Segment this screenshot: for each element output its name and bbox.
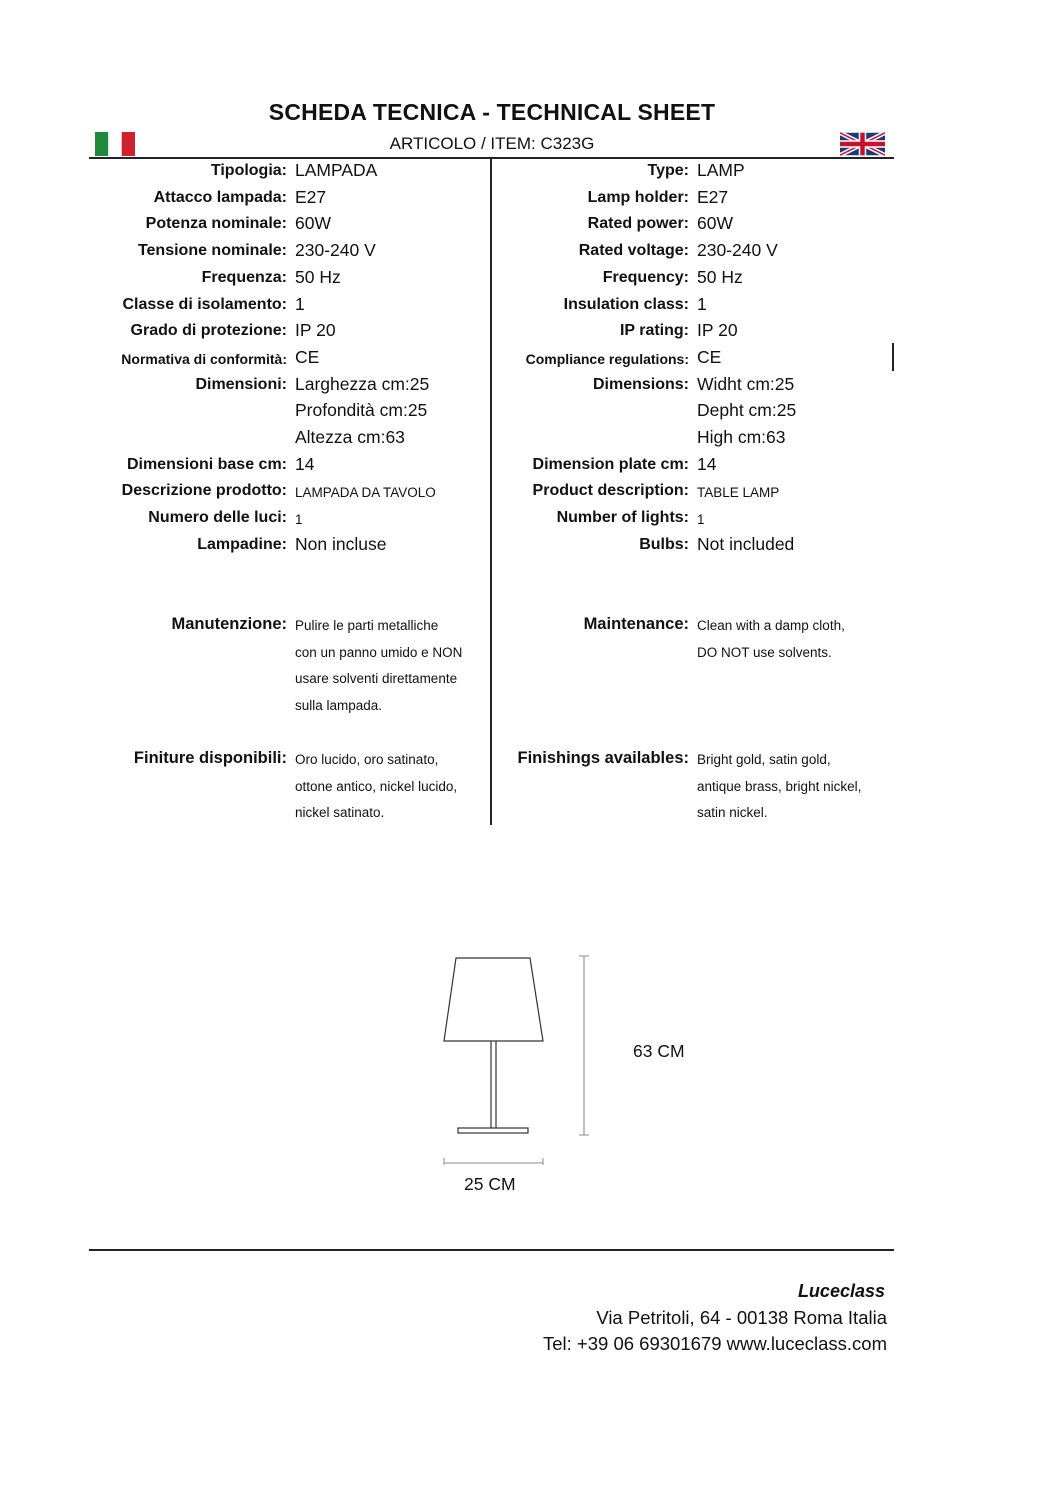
spec-value: 1	[697, 512, 705, 528]
column-divider	[490, 158, 492, 825]
text-line: Clean with a damp cloth,	[697, 618, 845, 633]
spec-value: Non incluse	[295, 533, 387, 554]
text-line: antique brass, bright nickel,	[697, 778, 862, 794]
spec-value: 50 Hz	[295, 266, 341, 287]
spec-value: High cm:63	[697, 427, 786, 447]
spec-value: 50 Hz	[697, 266, 743, 287]
spec-value: CE	[697, 346, 722, 367]
uk-flag-icon	[840, 131, 885, 157]
spec-value: 230-240 V	[295, 240, 376, 261]
spec-label: Frequency:	[602, 268, 689, 286]
spec-value: 1	[295, 512, 303, 528]
spec-label: IP rating:	[619, 322, 689, 340]
spec-value: 1	[295, 293, 305, 314]
spec-value: Depht cm:25	[697, 400, 797, 421]
finishes-text-en	[697, 747, 861, 827]
spec-label: Tipologia:	[210, 162, 287, 179]
spec-label: Grado di protezione:	[130, 322, 287, 340]
spec-label: Lampadine:	[197, 535, 287, 553]
spec-value: LAMPADA	[295, 160, 378, 180]
spec-value: CE	[295, 346, 320, 367]
spec-value: Larghezza cm:25	[295, 373, 430, 394]
text-line: Oro lucido, oro satinato,	[295, 752, 439, 767]
spec-label: Rated voltage:	[578, 242, 689, 260]
spec-label: Descrizione prodotto:	[121, 482, 287, 500]
spec-value: E27	[697, 186, 729, 207]
lamp-drawing	[430, 950, 610, 1165]
footer-rule	[89, 1249, 894, 1251]
spec-label: Dimensions:	[592, 375, 689, 393]
spec-label: Product description:	[532, 482, 689, 500]
spec-label: Classe di isolamento:	[122, 295, 287, 313]
spec-value: Not included	[697, 533, 795, 554]
spec-value: Altezza cm:63	[295, 427, 405, 447]
spec-label: Potenza nominale:	[145, 215, 287, 233]
maintenance-text-en	[697, 613, 845, 666]
spec-label: Dimensioni:	[195, 375, 287, 393]
text-line: Pulire le parti metalliche	[295, 618, 439, 633]
spec-label: Lamp holder:	[587, 188, 689, 206]
spec-label: Insulation class:	[563, 295, 689, 313]
spec-value: LAMPADA DA TAVOLO	[295, 485, 436, 501]
spec-value: 60W	[697, 213, 733, 234]
spec-value: E27	[295, 186, 327, 207]
height-dimension-label: 63 CM	[633, 1041, 685, 1061]
spec-label: Type:	[647, 162, 689, 179]
spec-value: IP 20	[697, 320, 738, 341]
spec-label: Number of lights:	[556, 509, 689, 527]
company-address: Via Petritoli, 64 - 00138 Roma Italia	[596, 1307, 887, 1328]
spec-value: TABLE LAMP	[697, 485, 780, 501]
spec-value: 14	[295, 453, 315, 474]
spec-label: Frequenza:	[201, 268, 287, 286]
spec-value: 60W	[295, 213, 331, 234]
spec-label: Rated power:	[587, 215, 689, 233]
spec-label: Tensione nominale:	[137, 242, 287, 260]
spec-value: 230-240 V	[697, 240, 778, 261]
maintenance-label-it: Manutenzione:	[171, 615, 287, 633]
spec-value: Widht cm:25	[697, 373, 795, 394]
maintenance-text-it	[295, 613, 462, 720]
spec-value: Profondità cm:25	[295, 400, 428, 421]
width-dimension-label: 25 CM	[464, 1174, 516, 1194]
company-name: Luceclass	[797, 1281, 885, 1301]
spec-label: Numero delle luci:	[148, 509, 287, 527]
company-contact: Tel: +39 06 69301679 www.luceclass.com	[543, 1333, 887, 1354]
italy-flag-icon	[95, 132, 135, 156]
spec-value: LAMP	[697, 160, 745, 180]
text-line: usare solventi direttamente	[295, 671, 458, 687]
item-code: ARTICOLO / ITEM: C323G	[389, 134, 595, 153]
spec-label: Dimensioni base cm:	[126, 455, 287, 473]
text-line: nickel satinato.	[295, 805, 385, 821]
right-edge-mark	[892, 343, 894, 371]
text-line: satin nickel.	[697, 805, 768, 821]
spec-label: Dimension plate cm:	[532, 455, 689, 473]
spec-value: IP 20	[295, 320, 336, 341]
spec-value: 1	[697, 293, 707, 314]
spec-label: Compliance regulations:	[525, 350, 689, 367]
spec-label: Bulbs:	[639, 535, 689, 553]
finishes-label-en: Finishings availables:	[517, 749, 689, 767]
finishes-text-it	[295, 747, 457, 827]
text-line: Bright gold, satin gold,	[697, 752, 831, 767]
finishes-label-it: Finiture disponibili:	[133, 749, 287, 767]
text-line: sulla lampada.	[295, 698, 383, 714]
page-title: SCHEDA TECNICA - TECHNICAL SHEET	[268, 99, 716, 125]
maintenance-label-en: Maintenance:	[583, 615, 689, 633]
text-line: DO NOT use solvents.	[697, 644, 832, 660]
spec-label: Attacco lampada:	[153, 188, 287, 206]
text-line: con un panno umido e NON	[295, 644, 463, 660]
spec-value: 14	[697, 453, 717, 474]
text-line: ottone antico, nickel lucido,	[295, 778, 458, 794]
spec-label: Normativa di conformità:	[121, 350, 287, 367]
